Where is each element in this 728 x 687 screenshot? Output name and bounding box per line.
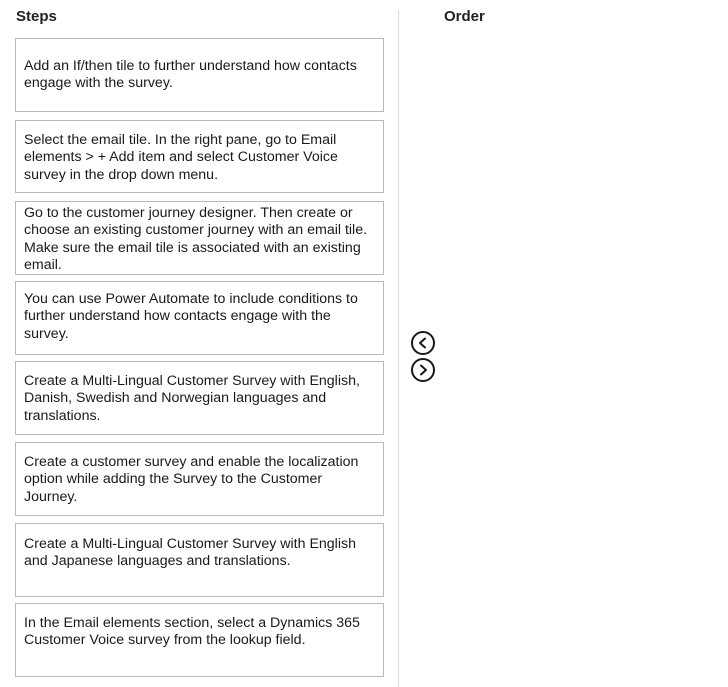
step-item-2[interactable]: Select the email tile. In the right pane, go to Email elements > + Add item and select Customer Voice survey in the drop down menu.	[15, 120, 384, 193]
step-item-8[interactable]: In the Email elements section, select a Dynamics 365 Customer Voice survey from the lookup field.	[15, 603, 384, 677]
steps-header: Steps	[16, 8, 57, 25]
step-item-6[interactable]: Create a customer survey and enable the localization option while adding the Survey to the Customer Journey.	[15, 442, 384, 516]
column-divider	[398, 10, 399, 687]
move-right-button[interactable]	[411, 358, 435, 382]
chevron-left-icon	[417, 337, 429, 349]
step-item-4[interactable]: You can use Power Automate to include conditions to further understand how contacts engage with the survey.	[15, 281, 384, 355]
step-item-5[interactable]: Create a Multi-Lingual Customer Survey with English, Danish, Swedish and Norwegian languages and translations.	[15, 361, 384, 435]
order-header: Order	[444, 8, 485, 25]
step-item-7[interactable]: Create a Multi-Lingual Customer Survey with English and Japanese languages and translations.	[15, 523, 384, 597]
chevron-right-icon	[417, 364, 429, 376]
step-item-1[interactable]: Add an If/then tile to further understand how contacts engage with the survey.	[15, 38, 384, 112]
order-drop-area[interactable]	[442, 38, 712, 678]
move-left-button[interactable]	[411, 331, 435, 355]
step-item-3[interactable]: Go to the customer journey designer. Then create or choose an existing customer journey with an email tile. Make sure the email tile is associated with an existing email.	[15, 201, 384, 275]
